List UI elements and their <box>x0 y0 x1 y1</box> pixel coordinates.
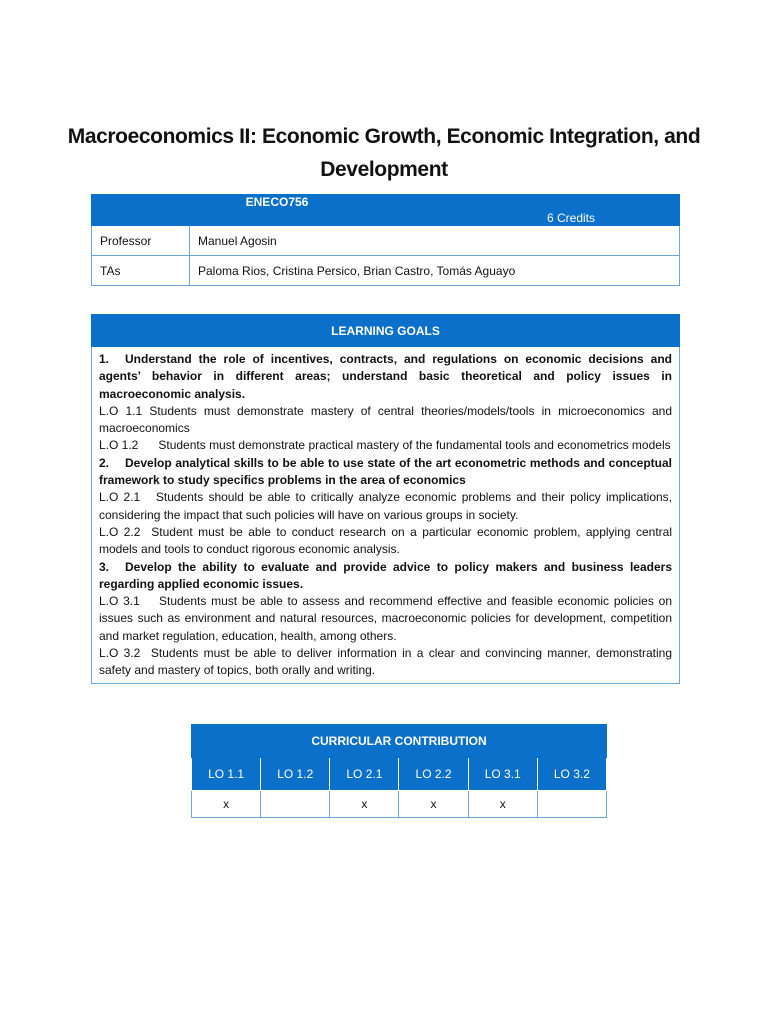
lo-header-cell: LO 2.2 <box>399 758 468 791</box>
learning-goals-body-row <box>92 347 680 684</box>
curricular-lo-row <box>192 758 607 791</box>
learning-goal-text: L.O 2.1 Students should be able to critically analyze economic problems and their policy implications, considering the impact that such policies will have on various groups in society. <box>99 490 676 522</box>
curricular-value-row <box>192 791 607 818</box>
professor-value: Manuel Agosin <box>190 226 680 256</box>
learning-goal-text: L.O 3.1 Students must be able to assess and recommend effective and feasible economic policies on issues such as environment and natural resources, macroeconomic policies for development, competition and market regulation, education, health, among others. <box>99 594 676 643</box>
learning-outcome <box>99 403 676 438</box>
learning-outcome <box>99 524 676 559</box>
learning-goal <box>99 559 676 594</box>
learning-goal-number: 1. <box>99 352 110 366</box>
learning-outcome <box>99 645 676 680</box>
course-row-professor <box>92 226 680 256</box>
learning-outcome <box>99 593 676 645</box>
learning-goal-text: Understand the role of incentives, contracts, and regulations on economic decisions and agents’ behavior in different areas; understand basic theoretical and policy issues in macroeconomic analysis. <box>99 352 676 401</box>
curricular-contribution-table <box>191 724 607 818</box>
course-header-row <box>92 195 680 226</box>
course-row-tas <box>92 256 680 286</box>
learning-goals-header-row <box>92 315 680 347</box>
document-title: Macroeconomics II: Economic Growth, Economic Integration, and Development <box>67 125 701 181</box>
course-info-table <box>91 194 680 286</box>
lo-header-cell: LO 2.1 <box>330 758 399 791</box>
lo-value-cell <box>261 791 330 818</box>
learning-goal-text: L.O 1.1 Students must demonstrate mastery of central theories/models/tools in microeconomics and macroeconomics <box>99 403 676 436</box>
curricular-heading: CURRICULAR CONTRIBUTION <box>192 725 607 758</box>
learning-outcome <box>99 489 676 524</box>
learning-goals-heading: LEARNING GOALS <box>92 315 680 347</box>
lo-value-cell: x <box>468 791 537 818</box>
course-credits: 6 Credits <box>463 195 680 226</box>
lo-value-cell: x <box>192 791 261 818</box>
learning-goal <box>99 455 676 490</box>
learning-goal-number: 2. <box>99 455 110 470</box>
learning-goals-table <box>91 314 680 684</box>
learning-goal-text: L.O 1.2 Students must demonstrate practical mastery of the fundamental tools and econometrics models <box>99 438 671 453</box>
learning-goal-text: L.O 2.2 Student must be able to conduct research on a particular economic problem, applying central models and tools to conduct rigorous economic analysis. <box>99 524 676 557</box>
learning-goals-cell <box>92 347 680 684</box>
lo-header-cell: LO 3.2 <box>537 758 606 791</box>
learning-goal-text: L.O 3.2 Students must be able to deliver information in a clear and convincing manner, demonstrating safety and mastery of topics, both orally and writing. <box>99 646 676 678</box>
tas-label: TAs <box>92 256 190 286</box>
lo-value-cell: x <box>399 791 468 818</box>
learning-goal-text: Develop the ability to evaluate and provide advice to policy makers and business leaders regarding applied economic issues. <box>99 559 676 591</box>
lo-header-cell: LO 3.1 <box>468 758 537 791</box>
lo-header-cell: LO 1.2 <box>261 758 330 791</box>
lo-value-cell <box>537 791 606 818</box>
lo-header-cell: LO 1.1 <box>192 758 261 791</box>
learning-outcome <box>99 437 672 454</box>
professor-label: Professor <box>92 226 190 256</box>
curricular-header-row <box>192 725 607 758</box>
learning-goal-text: Develop analytical skills to be able to use state of the art econometric methods and conceptual framework to study specifics problems in the area of economics <box>99 455 676 488</box>
lo-value-cell: x <box>330 791 399 818</box>
course-code: ENECO756 <box>92 195 463 226</box>
tas-value: Paloma Rios, Cristina Persico, Brian Castro, Tomás Aguayo <box>190 256 680 286</box>
learning-goal <box>99 351 676 403</box>
learning-goal-number: 3. <box>99 559 110 574</box>
